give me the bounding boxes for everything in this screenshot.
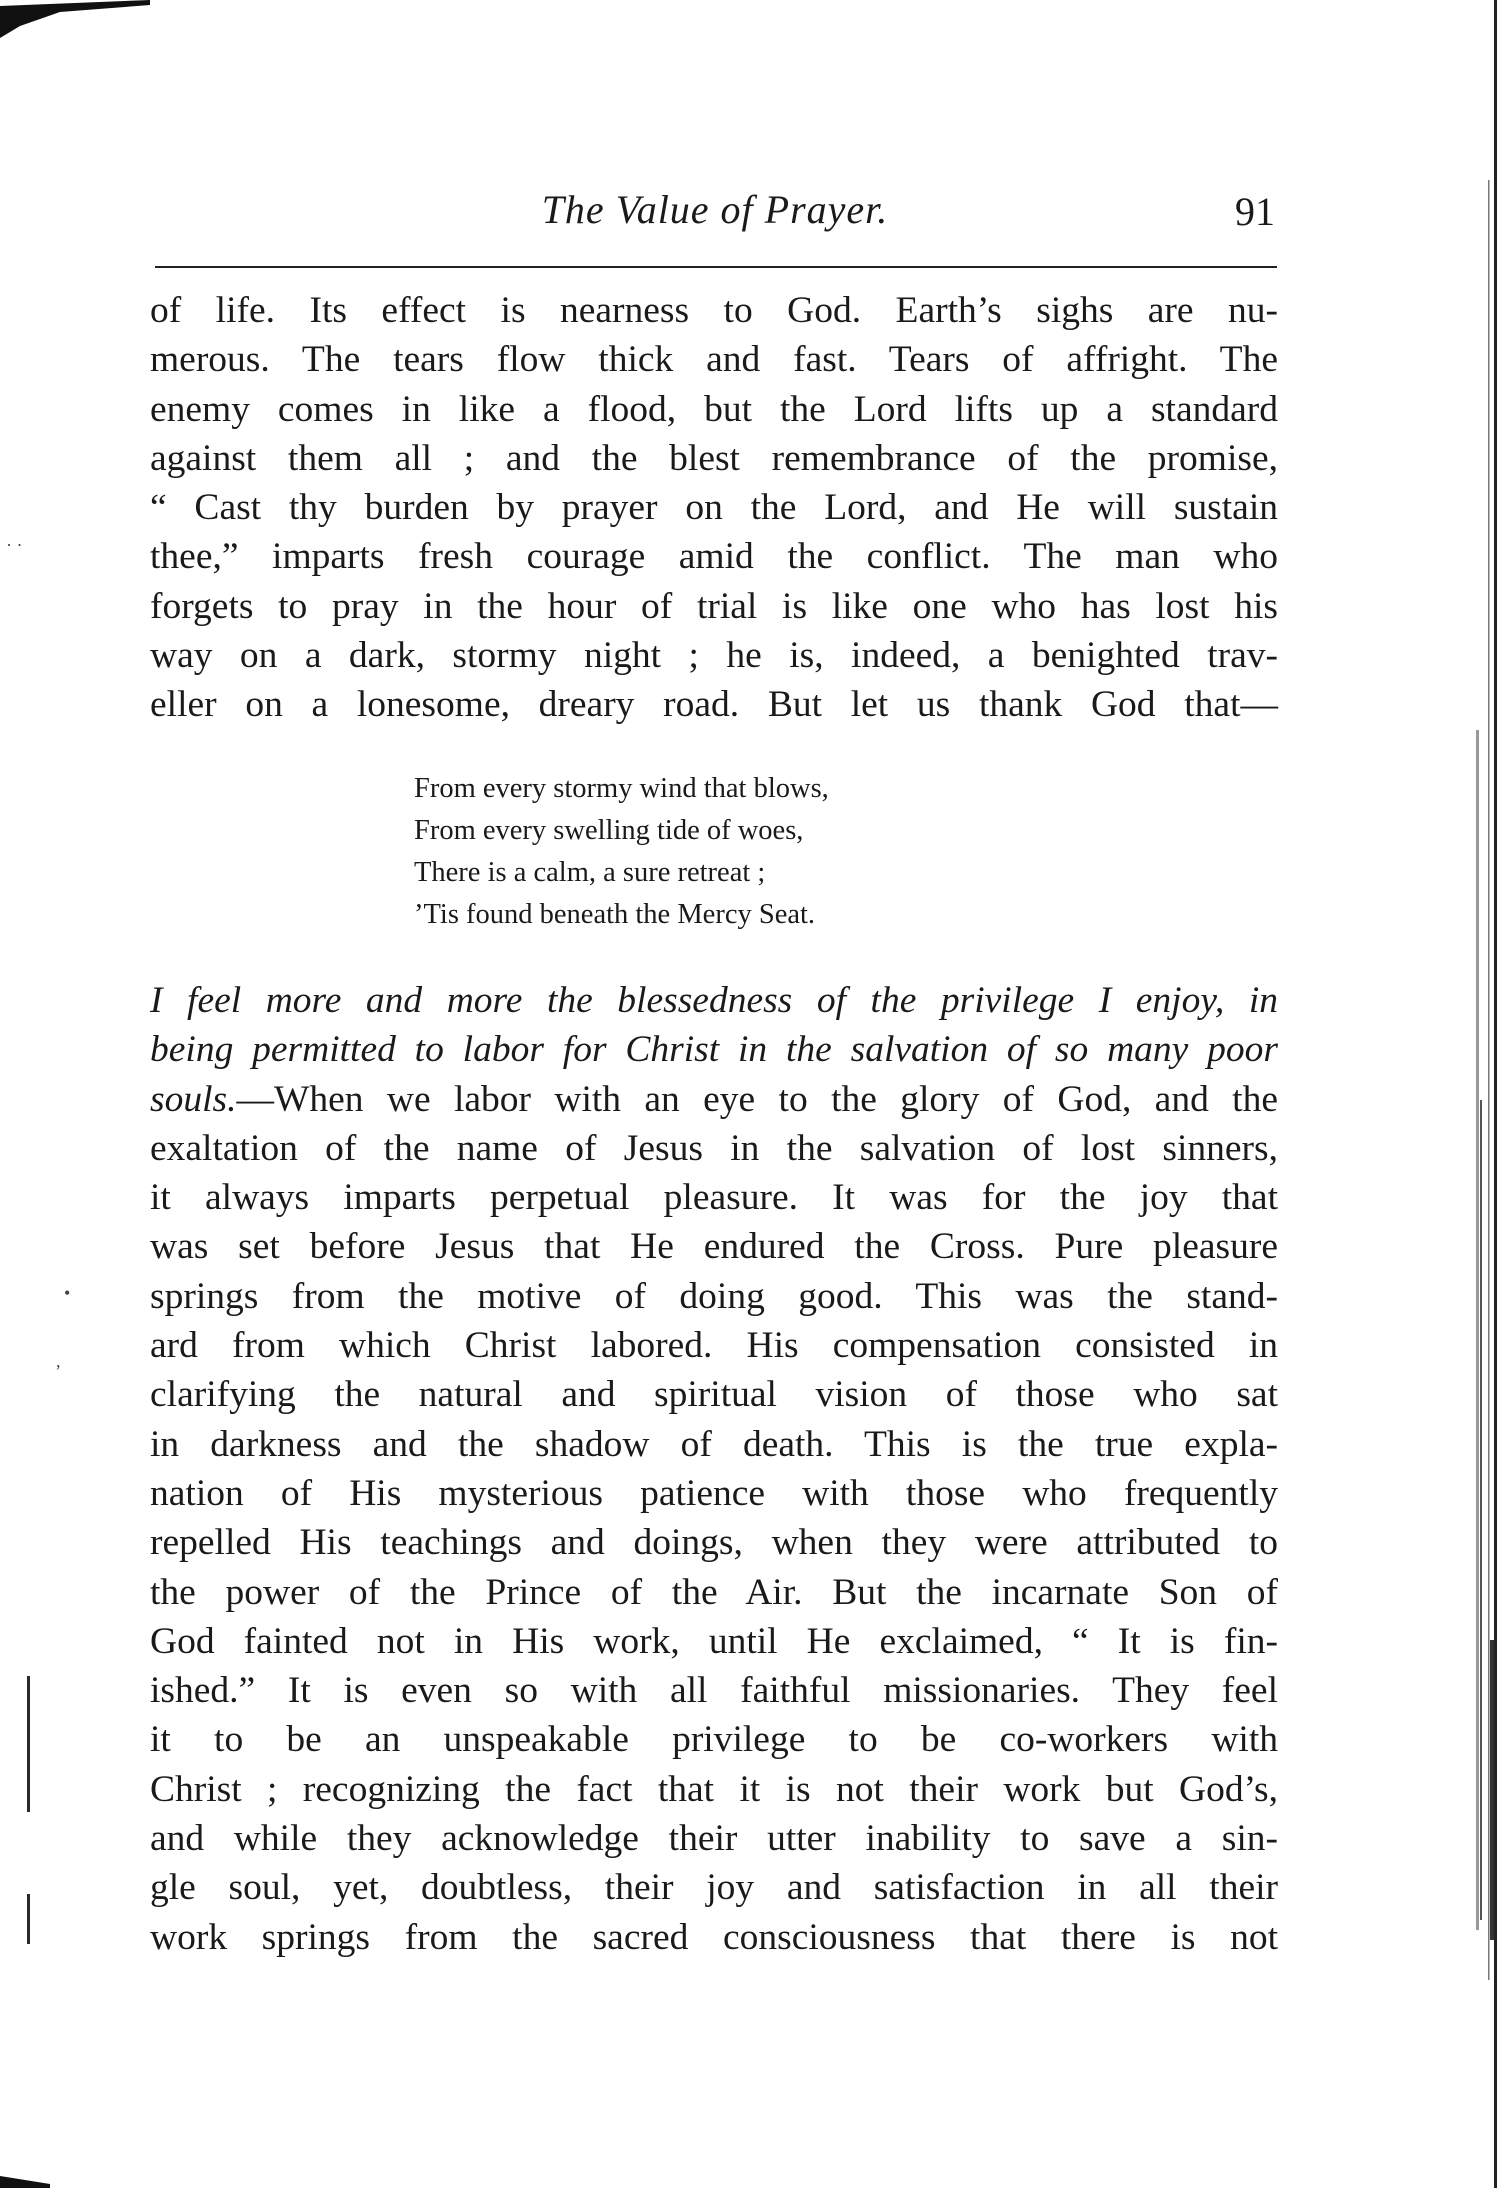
scan-corner-mark	[0, 0, 150, 40]
italic-lead-line: being permitted to labor for Christ in the salvation of so many poor	[150, 1029, 1278, 1071]
italic-lead-end: souls.	[150, 1078, 237, 1120]
text-line: eller on a lonesome, dreary road. But let us thank God that—	[150, 684, 1278, 726]
scan-speck: · ·	[6, 535, 23, 555]
body-paragraph-2	[150, 976, 1278, 1962]
text-line: clarifying the natural and spiritual vision of those who sat	[150, 1374, 1278, 1416]
verse-line: From every swelling tide of woes,	[414, 815, 804, 846]
text-line: forgets to pray in the hour of trial is like one who has lost his	[150, 585, 1278, 627]
verse-line: From every stormy wind that blows,	[414, 773, 829, 804]
text-line: springs from the motive of doing good. This was the stand-	[150, 1275, 1278, 1317]
text-line: against them all ; and the blest remembrance of the promise,	[150, 437, 1278, 479]
text-line: was set before Jesus that He endured the Cross. Pure pleasure	[150, 1226, 1278, 1268]
header-rule	[155, 266, 1277, 268]
text-line: enemy comes in like a flood, but the Lord lifts up a standard	[150, 388, 1278, 430]
scan-corner-mark-bottom	[0, 2172, 50, 2188]
hymn-verse	[414, 768, 829, 936]
scan-speck: ,	[56, 1351, 61, 1371]
text-line: in darkness and the shadow of death. This is the true expla-	[150, 1423, 1278, 1465]
italic-lead-line: I feel more and more the blessedness of the privilege I enjoy, in	[150, 980, 1278, 1021]
text-line: the power of the Prince of the Air. But the incarnate Son of	[150, 1571, 1278, 1613]
scan-margin-line	[27, 1676, 30, 1812]
text-line: God fainted not in His work, until He exclaimed, “ It is fin-	[150, 1620, 1278, 1662]
text-line-rest: —When we labor with an eye to the glory of God, and the	[236, 1078, 1278, 1120]
text-line: of life. Its effect is nearness to God. Earth’s sighs are nu-	[150, 290, 1278, 331]
scan-speck: •	[64, 1283, 71, 1303]
text-line: it to be an unspeakable privilege to be co-workers with	[150, 1719, 1278, 1761]
text-line: repelled His teachings and doings, when they were attributed to	[150, 1522, 1278, 1564]
text-line: “ Cast thy burden by prayer on the Lord, and He will sustain	[150, 487, 1278, 529]
text-line: and while they acknowledge their utter inability to save a sin-	[150, 1818, 1278, 1860]
body-paragraph-1	[150, 286, 1278, 730]
running-head	[155, 178, 1275, 238]
page-number: 91	[1235, 189, 1275, 234]
verse-line: There is a calm, a sure retreat ;	[414, 857, 766, 888]
text-line: ished.” It is even so with all faithful missionaries. They feel	[150, 1670, 1278, 1712]
text-line: nation of His mysterious patience with those who frequently	[150, 1472, 1278, 1514]
text-line: Christ ; recognizing the fact that it is not their work but God’s,	[150, 1768, 1278, 1810]
text-line: merous. The tears flow thick and fast. Tears of affright. The	[150, 339, 1278, 381]
text-line: way on a dark, stormy night ; he is, indeed, a benighted trav-	[150, 635, 1278, 677]
text-line: work springs from the sacred consciousness that there is not	[150, 1916, 1278, 1958]
text-line	[150, 1075, 1278, 1124]
page-binding-edge	[1468, 0, 1499, 2188]
scan-margin-line	[27, 1894, 30, 1944]
text-line: exaltation of the name of Jesus in the salvation of lost sinners,	[150, 1127, 1278, 1169]
text-line: it always imparts perpetual pleasure. It was for the joy that	[150, 1177, 1278, 1219]
verse-line: ’Tis found beneath the Mercy Seat.	[414, 899, 816, 930]
text-line: ard from which Christ labored. His compensation consisted in	[150, 1325, 1278, 1367]
running-head-title: The Value of Prayer.	[541, 187, 889, 232]
text-line: thee,” imparts fresh courage amid the conflict. The man who	[150, 536, 1278, 578]
text-line: gle soul, yet, doubtless, their joy and satisfaction in all their	[150, 1867, 1278, 1909]
